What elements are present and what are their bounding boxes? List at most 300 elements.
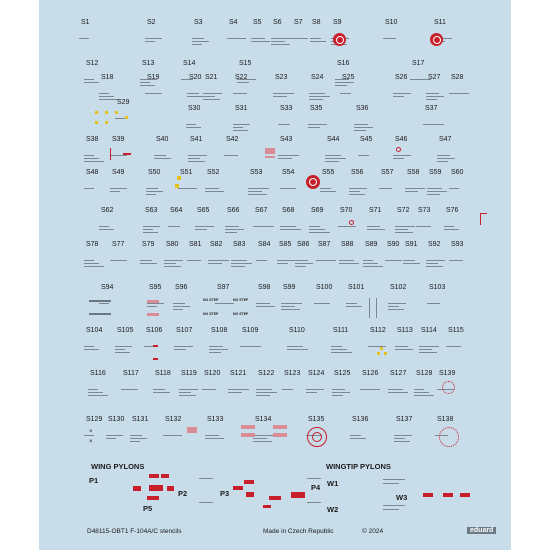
stencil-text-line — [143, 232, 158, 233]
pylon-text-stencil — [199, 502, 213, 503]
decal-sheet — [39, 0, 511, 550]
yellow-mark — [125, 116, 128, 119]
stencil-text-line — [178, 188, 197, 189]
stencil-text-line — [84, 158, 99, 159]
stencil-text-line — [228, 389, 249, 390]
stencil-text-line — [251, 41, 270, 42]
stencil-label-s1: S1 — [81, 19, 90, 26]
red-arrow-s106 — [153, 345, 158, 347]
stencil-text-line — [271, 41, 285, 42]
stencil-text-line — [205, 191, 224, 192]
stencil-text-line — [437, 161, 448, 162]
stencil-label-s48: S48 — [86, 169, 99, 176]
stencil-text-line — [192, 41, 209, 42]
stencil-text-line — [278, 124, 290, 125]
no-step-mark: NO STEP — [233, 312, 249, 316]
stencil-text-line — [403, 260, 415, 261]
pink-stencil-s43 — [265, 148, 275, 154]
stencil-label-s138: S138 — [437, 416, 454, 423]
red-ring-small-s45 — [396, 147, 401, 152]
stencil-text-line — [146, 188, 158, 189]
roundel-inner-s9 — [336, 36, 344, 44]
stencil-text-line — [325, 158, 346, 159]
stencil-label-s21: S21 — [205, 74, 218, 81]
red-stripe-s76 — [480, 213, 481, 225]
stencil-label-s106: S106 — [146, 327, 163, 334]
stencil-label-s115: S115 — [448, 327, 464, 334]
stencil-text-line — [174, 346, 193, 347]
stencil-text-line — [332, 395, 343, 396]
stencil-text-line — [202, 389, 216, 390]
stencil-text-line — [106, 435, 123, 436]
stencil-text-line — [203, 99, 220, 100]
stencil-text-line — [310, 41, 326, 42]
stencil-label-s40: S40 — [156, 136, 169, 143]
stencil-text-line — [309, 99, 323, 100]
no-step-mark: NO STEP — [203, 298, 219, 302]
roundel-inner-s11 — [433, 36, 441, 44]
stencil-text-line — [168, 226, 180, 227]
stencil-text-line — [195, 229, 207, 230]
pylon-text-stencil — [383, 479, 405, 480]
stencil-text-line — [164, 266, 181, 267]
stencil-text-line — [325, 161, 339, 162]
stencil-text-line — [295, 266, 306, 267]
stencil-label-s51: S51 — [180, 169, 193, 176]
stencil-text-line — [99, 99, 119, 100]
stencil-text-line — [349, 191, 360, 192]
stencil-text-line — [427, 194, 440, 195]
stencil-label-s120: S120 — [204, 370, 221, 377]
stencil-text-line — [395, 349, 413, 350]
stencil-text-line — [145, 38, 162, 39]
stencil-text-line — [280, 188, 296, 189]
roundel-inner-s55 — [309, 178, 317, 186]
stencil-text-line — [164, 263, 176, 264]
vertical-stencil-s102 — [376, 298, 377, 318]
stencil-text-line — [231, 263, 252, 264]
pylon-text-stencil — [383, 483, 399, 484]
stencil-label-s7: S7 — [294, 19, 303, 26]
stencil-text-line — [188, 158, 200, 159]
stencil-text-line — [335, 85, 347, 86]
stencil-text-line — [130, 435, 142, 436]
stencil-label-s59: S59 — [429, 169, 442, 176]
stencil-label-s41: S41 — [190, 136, 203, 143]
stencil-label-s6: S6 — [273, 19, 282, 26]
pylon-text-stencil — [307, 502, 321, 503]
stencil-label-s47: S47 — [439, 136, 452, 143]
stencil-label-s46: S46 — [395, 136, 408, 143]
stencil-text-line — [173, 306, 190, 307]
stencil-label-s22: S22 — [235, 74, 248, 81]
stencil-label-s111: S111 — [333, 327, 349, 334]
stencil-text-line — [271, 38, 292, 39]
stencil-text-line — [251, 38, 265, 39]
pylon-red-stencil — [423, 493, 433, 497]
stencil-text-line — [186, 124, 196, 125]
stencil-text-line — [363, 260, 373, 261]
stencil-text-line — [106, 438, 116, 439]
stencil-text-line — [233, 130, 248, 131]
stencil-label-s45: S45 — [360, 136, 373, 143]
stencil-text-line — [227, 38, 246, 39]
dark-strip-s94 — [89, 300, 111, 302]
stencil-text-line — [394, 435, 412, 436]
stencil-text-line — [350, 438, 366, 439]
stencil-text-line — [427, 303, 440, 304]
stencil-text-line — [320, 191, 336, 192]
stencil-label-s100: S100 — [316, 284, 333, 291]
stencil-label-s83: S83 — [233, 241, 246, 248]
stencil-text-line — [147, 303, 164, 304]
stencil-text-line — [335, 82, 354, 83]
stencil-label-s71: S71 — [369, 207, 382, 214]
stencil-text-line — [338, 226, 356, 227]
stencil-text-line — [388, 392, 408, 393]
stencil-text-line — [187, 93, 199, 94]
stencil-text-line — [273, 96, 287, 97]
stencil-text-line — [84, 161, 104, 162]
stencil-label-s136: S136 — [352, 416, 369, 423]
stencil-text-line — [205, 438, 224, 439]
stencil-text-line — [393, 155, 411, 156]
stencil-text-line — [314, 303, 330, 304]
stencil-text-line — [423, 124, 444, 125]
stencil-text-line — [354, 130, 366, 131]
stencil-text-line — [426, 99, 437, 100]
stencil-label-s38: S38 — [86, 136, 99, 143]
stencil-text-line — [346, 303, 357, 304]
stencil-label-s24: S24 — [311, 74, 324, 81]
pylon-red-stencil — [244, 480, 254, 484]
stencil-text-line — [309, 93, 325, 94]
stencil-text-line — [187, 260, 201, 261]
product-code: D48115-OBT1 F-104A/C stencils — [87, 528, 182, 535]
stencil-text-line — [278, 155, 299, 156]
stencil-text-line — [331, 346, 342, 347]
stencil-text-line — [186, 127, 201, 128]
stencil-text-line — [395, 232, 413, 233]
red-stripe-s39 — [123, 153, 131, 155]
stencil-text-line — [310, 38, 321, 39]
stencil-text-line — [332, 389, 345, 390]
stencil-label-s116: S116 — [90, 370, 106, 377]
pylon-text-stencil — [383, 505, 405, 506]
stencil-label-s117: S117 — [123, 370, 139, 377]
stencil-label-s112: S112 — [370, 327, 386, 334]
pylon-red-stencil — [269, 496, 281, 500]
stencil-text-line — [110, 155, 127, 156]
pylon-red-stencil — [167, 486, 174, 491]
stencil-label-s132: S132 — [165, 416, 182, 423]
stencil-text-line — [388, 389, 403, 390]
stencil-text-line — [388, 306, 399, 307]
stencil-text-line — [84, 346, 94, 347]
pink-stencil-s43 — [265, 156, 275, 158]
stencil-text-line — [395, 226, 415, 227]
stencil-text-line — [163, 435, 182, 436]
stencil-text-line — [225, 226, 239, 227]
pylon-red-stencil — [149, 474, 159, 478]
stencil-text-line — [368, 346, 386, 347]
stencil-text-line — [395, 229, 408, 230]
stencil-text-line — [332, 392, 350, 393]
stencil-text-line — [195, 226, 214, 227]
stencil-label-s87: S87 — [318, 241, 331, 248]
stencil-label-s11: S11 — [434, 19, 446, 26]
stencil-text-line — [143, 226, 160, 227]
red-ring-small-s69 — [349, 220, 354, 225]
stencil-label-s80: S80 — [166, 241, 179, 248]
stencil-label-s88: S88 — [341, 241, 354, 248]
stencil-text-line — [173, 303, 185, 304]
pylon-label-p1: P1 — [89, 476, 99, 485]
stencil-text-line — [256, 389, 272, 390]
stencil-text-line — [273, 93, 294, 94]
stencil-text-line — [110, 260, 127, 261]
stencil-label-s33: S33 — [280, 105, 293, 112]
stencil-text-line — [427, 188, 442, 189]
stencil-text-line — [256, 392, 277, 393]
stencil-text-line — [446, 346, 461, 347]
stencil-text-line — [256, 303, 270, 304]
stencil-label-s70: S70 — [340, 207, 353, 214]
stencil-text-line — [154, 155, 166, 156]
stencil-text-line — [143, 229, 153, 230]
stencil-text-line — [205, 188, 219, 189]
stencil-label-s121: S121 — [230, 370, 247, 377]
stencil-text-line — [99, 303, 109, 304]
stencil-text-line — [320, 188, 331, 189]
stencil-text-line — [388, 309, 404, 310]
stencil-text-line — [208, 260, 229, 261]
stencil-text-line — [237, 82, 249, 83]
stencil-label-s72: S72 — [397, 207, 410, 214]
stencil-label-s49: S49 — [112, 169, 125, 176]
pylon-text-stencil — [307, 478, 321, 479]
stencil-text-line — [208, 263, 222, 264]
pink-stencil-s95 — [147, 313, 159, 316]
stencil-text-line — [309, 96, 330, 97]
pylon-text-stencil — [199, 478, 213, 479]
stencil-text-line — [427, 191, 447, 192]
stencil-text-line — [224, 155, 238, 156]
yellow-mark — [105, 111, 108, 114]
stencil-label-s69: S69 — [311, 207, 324, 214]
stencil-text-line — [209, 352, 221, 353]
stencil-label-s36: S36 — [356, 105, 369, 112]
stencil-text-line — [228, 392, 242, 393]
dark-strip-s94 — [89, 313, 111, 315]
stencil-text-line — [383, 38, 396, 39]
stencil-text-line — [393, 93, 411, 94]
stencil-label-s52: S52 — [207, 169, 220, 176]
stencil-label-s108: S108 — [211, 327, 228, 334]
yellow-mark — [177, 176, 181, 180]
stencil-text-line — [84, 349, 99, 350]
stencil-label-s67: S67 — [255, 207, 268, 214]
stencil-label-s128: S128 — [416, 370, 433, 377]
stencil-label-s102: S102 — [390, 284, 407, 291]
stencil-text-line — [426, 93, 439, 94]
stencil-label-s119: S119 — [181, 370, 197, 377]
stencil-text-line — [346, 306, 362, 307]
stencil-text-line — [225, 229, 244, 230]
stencil-text-line — [256, 306, 275, 307]
stencil-label-s16: S16 — [337, 60, 350, 67]
stencil-label-s85: S85 — [279, 241, 292, 248]
stencil-label-s137: S137 — [396, 416, 413, 423]
stencil-label-s126: S126 — [362, 370, 379, 377]
stencil-text-line — [331, 349, 347, 350]
stencil-text-line — [84, 266, 104, 267]
pylon-label-w1: W1 — [327, 479, 339, 488]
stencil-text-line — [253, 438, 267, 439]
stencil-label-s66: S66 — [227, 207, 240, 214]
stencil-label-s103: S103 — [429, 284, 446, 291]
stencil-text-line — [84, 260, 94, 261]
stencil-text-line — [281, 306, 295, 307]
stencil-label-s63: S63 — [145, 207, 158, 214]
stencil-label-s84: S84 — [258, 241, 271, 248]
stencil-label-s123: S123 — [284, 370, 301, 377]
stencil-text-line — [419, 349, 432, 350]
stencil-label-s73: S73 — [418, 207, 431, 214]
stencil-label-s82: S82 — [210, 241, 223, 248]
stencil-text-line — [295, 260, 308, 261]
stencil-text-line — [426, 260, 445, 261]
stencil-text-line — [388, 303, 406, 304]
stencil-text-line — [360, 389, 380, 390]
stencil-text-line — [287, 346, 303, 347]
stencil-label-s134: S134 — [255, 416, 272, 423]
stencil-text-line — [84, 82, 99, 83]
stencil-text-line — [248, 194, 267, 195]
stencil-text-line — [179, 392, 191, 393]
stencil-text-line — [354, 124, 368, 125]
stencil-text-line — [414, 389, 424, 390]
stencil-text-line — [280, 229, 301, 230]
wingtip-pylons-heading: WINGTIP PYLONS — [326, 462, 391, 471]
stencil-label-s133: S133 — [207, 416, 224, 423]
stencil-label-s17: S17 — [412, 60, 425, 67]
stencil-text-line — [295, 263, 313, 264]
yellow-mark — [95, 111, 98, 114]
stencil-text-line — [145, 41, 155, 42]
stencil-label-s15: S15 — [239, 60, 252, 67]
stencil-text-line — [354, 127, 373, 128]
stencil-label-s107: S107 — [176, 327, 193, 334]
stencil-text-line — [84, 155, 94, 156]
stencil-text-line — [99, 96, 114, 97]
pylon-red-stencil — [443, 493, 453, 497]
stencil-label-s50: S50 — [148, 169, 161, 176]
stencil-label-s27: S27 — [428, 74, 441, 81]
stencil-text-line — [306, 392, 317, 393]
stencil-text-line — [280, 226, 296, 227]
stencil-text-line — [240, 346, 261, 347]
no-step-mark: NO STEP — [233, 298, 249, 302]
stencil-label-s14: S14 — [183, 60, 196, 67]
yellow-mark — [105, 121, 108, 124]
stencil-label-s129: S129 — [86, 416, 103, 423]
stencil-text-line — [231, 266, 245, 267]
pylon-text-stencil — [383, 509, 399, 510]
stencil-label-s3: S3 — [194, 19, 203, 26]
stencil-text-line — [140, 82, 150, 83]
stencil-label-s28: S28 — [451, 74, 464, 81]
stencil-label-s43: S43 — [280, 136, 293, 143]
stencil-text-line — [282, 389, 293, 390]
stencil-label-s99: S99 — [283, 284, 296, 291]
stencil-text-line — [444, 226, 454, 227]
stencil-label-s23: S23 — [275, 74, 288, 81]
yellow-mark — [377, 352, 380, 355]
stencil-label-s58: S58 — [407, 169, 420, 176]
stencil-label-s93: S93 — [451, 241, 464, 248]
copyright-text: © 2024 — [362, 528, 384, 535]
stencil-text-line — [419, 352, 437, 353]
stencil-text-line — [393, 158, 404, 159]
stencil-text-line — [449, 188, 459, 189]
stencil-label-s77: S77 — [112, 241, 125, 248]
stencil-text-line — [306, 389, 324, 390]
stencil-label-s96: S96 — [175, 284, 188, 291]
stencil-text-line — [203, 96, 215, 97]
stencil-text-line — [350, 435, 361, 436]
pylon-red-stencil — [133, 486, 141, 491]
stencil-label-s12: S12 — [86, 60, 99, 67]
stencil-text-line — [88, 392, 103, 393]
stencil-text-line — [130, 441, 140, 442]
stencil-text-line — [192, 44, 202, 45]
stencil-label-s18: S18 — [101, 74, 114, 81]
stencil-text-line — [209, 349, 228, 350]
stencil-label-s35: S35 — [310, 105, 323, 112]
stencil-text-line — [145, 93, 162, 94]
stencil-text-line — [277, 260, 295, 261]
stencil-label-s131: S131 — [132, 416, 149, 423]
stencil-text-line — [253, 441, 272, 442]
stencil-text-line — [231, 260, 247, 261]
stencil-text-line — [253, 435, 274, 436]
stencil-text-line — [88, 389, 98, 390]
pink-stencil-s132 — [187, 427, 197, 433]
stencil-text-line — [449, 93, 469, 94]
stencil-text-line — [444, 229, 459, 230]
red-ring-s138 — [439, 427, 459, 447]
stencil-label-s97: S97 — [217, 284, 230, 291]
stencil-text-line — [115, 346, 132, 347]
pink-stencil-s133 — [241, 433, 255, 437]
stencil-text-line — [153, 392, 170, 393]
stencil-text-line — [331, 352, 352, 353]
stencil-label-s135: S135 — [308, 416, 325, 423]
cross-mark-s129: × — [89, 439, 93, 445]
no-step-mark: NO STEP — [203, 312, 219, 316]
stencil-text-line — [140, 263, 157, 264]
stencil-text-line — [426, 96, 444, 97]
stencil-text-line — [394, 438, 405, 439]
stencil-text-line — [215, 303, 234, 304]
stencil-label-s25: S25 — [342, 74, 355, 81]
stencil-text-line — [256, 260, 267, 261]
stencil-text-line — [349, 188, 367, 189]
stencil-text-line — [121, 389, 138, 390]
pylon-red-stencil — [147, 496, 159, 500]
stencil-text-line — [271, 44, 290, 45]
